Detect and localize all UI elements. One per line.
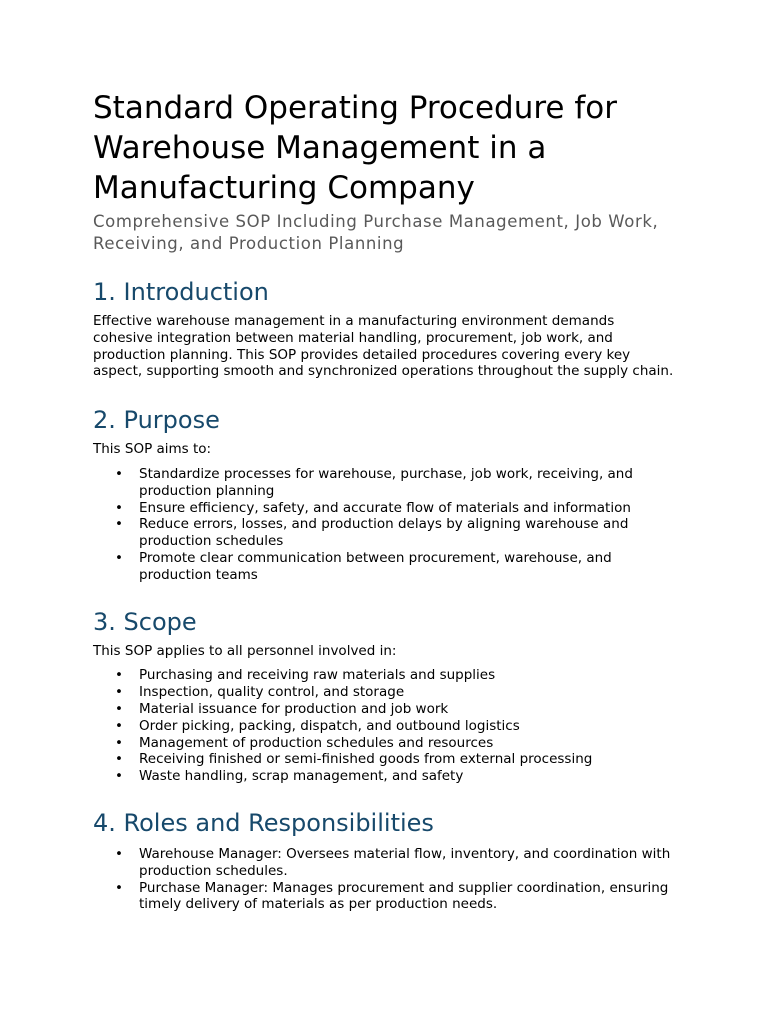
- list-item: [115, 465, 676, 500]
- list-item-text: Ensure efficiency, safety, and accurate flow of materials and information: [139, 499, 631, 516]
- list-item: [115, 768, 676, 785]
- bullet-icon: •: [115, 499, 123, 516]
- list-item-text: Reduce errors, losses, and production delays by aligning warehouse and production schedules: [139, 516, 629, 550]
- section-heading: 1. Introduction: [93, 278, 269, 306]
- list-item: [115, 751, 676, 768]
- bullet-icon: •: [115, 751, 123, 768]
- list-item-text: Standardize processes for warehouse, purchase, job work, receiving, and production planning: [139, 465, 633, 499]
- list-item-text: Purchase Manager: Manages procurement and supplier coordination, ensuring timely delivery of materials as per production needs.: [139, 879, 669, 913]
- list-item-text: Waste handling, scrap management, and safety: [139, 768, 464, 785]
- list-item: [115, 667, 676, 684]
- list-item-text: Order picking, packing, dispatch, and outbound logistics: [139, 717, 520, 734]
- bullet-list: [93, 846, 676, 913]
- section-heading: 4. Roles and Responsibilities: [93, 808, 434, 837]
- bullet-icon: •: [115, 667, 123, 684]
- list-item-text: Purchasing and receiving raw materials and supplies: [139, 667, 496, 684]
- bullet-icon: •: [115, 516, 123, 533]
- section-heading: 2. Purpose: [93, 406, 220, 435]
- section-introduction: [93, 277, 676, 380]
- list-item: [115, 700, 676, 718]
- list-item: [115, 684, 676, 701]
- bullet-icon: •: [115, 465, 123, 482]
- bullet-icon: •: [115, 734, 123, 751]
- section-purpose: [93, 405, 676, 583]
- list-item: [115, 549, 676, 584]
- list-item: [115, 734, 676, 752]
- list-item: [115, 499, 676, 517]
- bullet-icon: •: [115, 845, 123, 862]
- list-item-text: Warehouse Manager: Oversees material flow, inventory, and coordination with production schedules.: [139, 845, 671, 879]
- bullet-icon: •: [115, 879, 123, 896]
- section-heading: 3. Scope: [93, 607, 197, 636]
- section-paragraph: This SOP aims to:: [93, 441, 212, 458]
- document-title: Standard Operating Procedure for Warehouse Management in a Manufacturing Company: [93, 90, 617, 206]
- section-paragraph: This SOP applies to all personnel involved in:: [93, 642, 397, 659]
- bullet-icon: •: [115, 684, 123, 701]
- bullet-list: [93, 667, 676, 785]
- bullet-icon: •: [115, 700, 123, 717]
- section-paragraph: Effective warehouse management in a manufacturing environment demands cohesive integration between material handling, procurement, job work, and production planning. This SOP provides detailed procedures covering every key aspect, supporting smooth and synchronized operations throughout the supply chain.: [93, 313, 674, 380]
- section-scope: [93, 607, 676, 785]
- section-roles-and-responsibilities: [93, 808, 676, 913]
- list-item: [115, 717, 676, 735]
- list-item-text: Promote clear communication between procurement, warehouse, and production teams: [139, 549, 612, 583]
- list-item-text: Management of production schedules and resources: [139, 734, 494, 751]
- list-item: [115, 845, 676, 880]
- bullet-list: [93, 466, 676, 584]
- bullet-icon: •: [115, 717, 123, 734]
- bullet-icon: •: [115, 768, 123, 785]
- bullet-icon: •: [115, 549, 123, 566]
- list-item-text: Receiving finished or semi-finished goods from external processing: [139, 751, 593, 768]
- list-item-text: Material issuance for production and job work: [139, 700, 449, 717]
- document-subtitle: Comprehensive SOP Including Purchase Management, Job Work, Receiving, and Production Planning: [93, 212, 659, 253]
- list-item: [115, 516, 676, 550]
- list-item-text: Inspection, quality control, and storage: [139, 684, 405, 701]
- list-item: [115, 879, 676, 914]
